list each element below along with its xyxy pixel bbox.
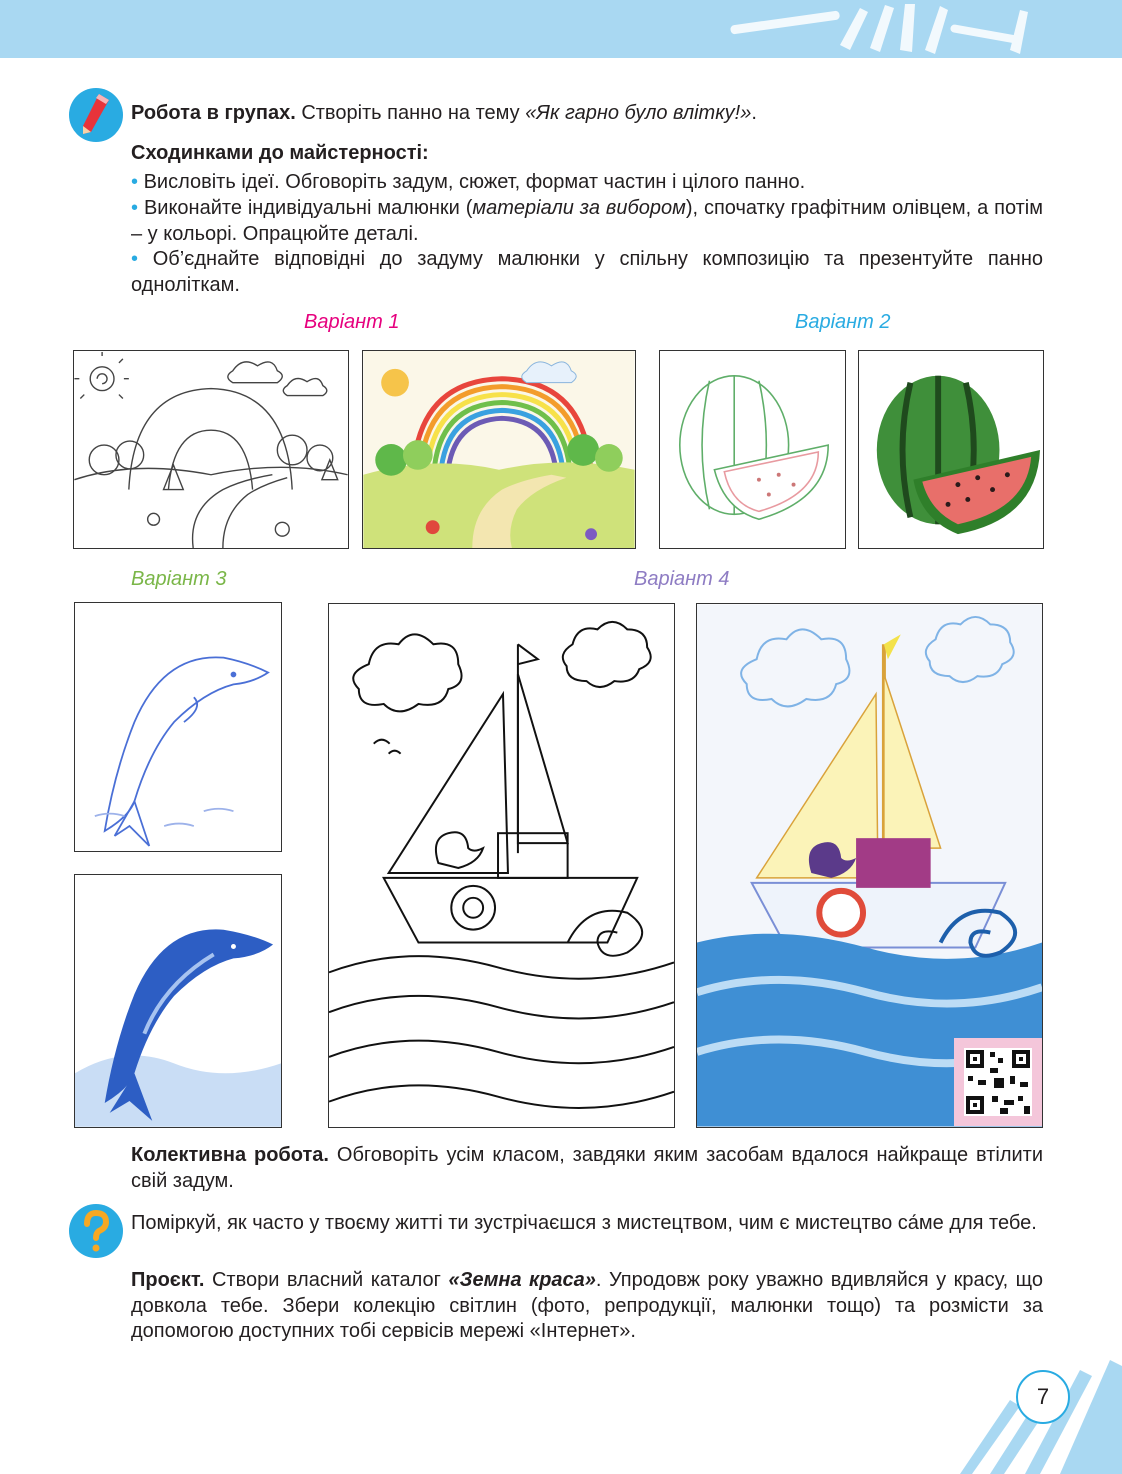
bullet: • (131, 248, 139, 270)
group-work-end: . (751, 102, 757, 124)
project-text-b: . Упродовж року уважно вдивляйся у красу, що довкола тебе. Збери колекцію світлин (фото, репродукції, малюнки тощо) та розмісти за допомогою доступних тобі сервісів мережі «Інтернет». (131, 1269, 1044, 1342)
header-band (0, 0, 1122, 58)
group-work-paragraph (131, 101, 1043, 127)
step-2 (131, 196, 1043, 247)
collective-paragraph (131, 1143, 1043, 1194)
qr-code[interactable] (954, 1038, 1042, 1126)
variant-2-label: Варіант 2 (795, 311, 891, 333)
question-icon (69, 1204, 123, 1258)
group-work-text: Створіть панно на тему (301, 102, 520, 124)
variant-4-label: Варіант 4 (634, 568, 730, 590)
project-text-a: Створи власний каталог (211, 1269, 441, 1291)
dolphin-color (74, 874, 282, 1128)
bullet: • (131, 171, 139, 193)
step-3-text: Об’єднайте відповідні до задуму малюнки у спільну композицію та презентуйте панно одноліткам. (131, 248, 1043, 296)
landscape-sketch (73, 350, 349, 549)
project-title: Проєкт. (131, 1269, 205, 1291)
watermelon-sketch (659, 350, 846, 549)
step-2-text-b: ), спочатку графітним олівцем, а потім – у кольорі. Опрацюйте деталі. (131, 197, 1043, 245)
collective-text: Обговоріть усім класом, завдяки яким засобам вдалося найкраще втілити свій задум. (131, 1144, 1044, 1192)
watermelon-color (858, 350, 1044, 549)
page-number: 7 (1016, 1370, 1070, 1424)
landscape-color (362, 350, 636, 549)
steps-heading: Сходинками до майстерності: (131, 142, 429, 164)
step-1 (131, 170, 1043, 196)
step-3 (131, 247, 1043, 298)
step-2-italic: матеріали за вибором (472, 197, 686, 219)
pencils-decoration (0, 0, 1122, 58)
step-1-text: Висловіть ідеї. Обговоріть задум, сюжет, формат частин і цілого панно. (143, 171, 806, 193)
pencil-icon (69, 88, 123, 142)
reflect-paragraph: Поміркуй, як часто у твоєму житті ти зустрічаєшся з мистецтвом, чим є мистецтво са́ме для тебе. (131, 1212, 1037, 1234)
group-work-theme: «Як гарно було влітку!» (525, 102, 752, 124)
variant-3-label: Варіант 3 (131, 568, 227, 590)
dolphin-sketch (74, 602, 282, 852)
project-paragraph (131, 1268, 1043, 1345)
sailboat-sketch (328, 603, 675, 1128)
step-2-text-a: Виконайте індивідуальні малюнки ( (143, 197, 473, 219)
project-catalog: «Земна краса» (448, 1269, 596, 1291)
collective-title: Колективна робота. (131, 1144, 329, 1166)
bullet: • (131, 197, 139, 219)
variant-1-label: Варіант 1 (304, 311, 400, 333)
group-work-title: Робота в групах. (131, 102, 296, 124)
